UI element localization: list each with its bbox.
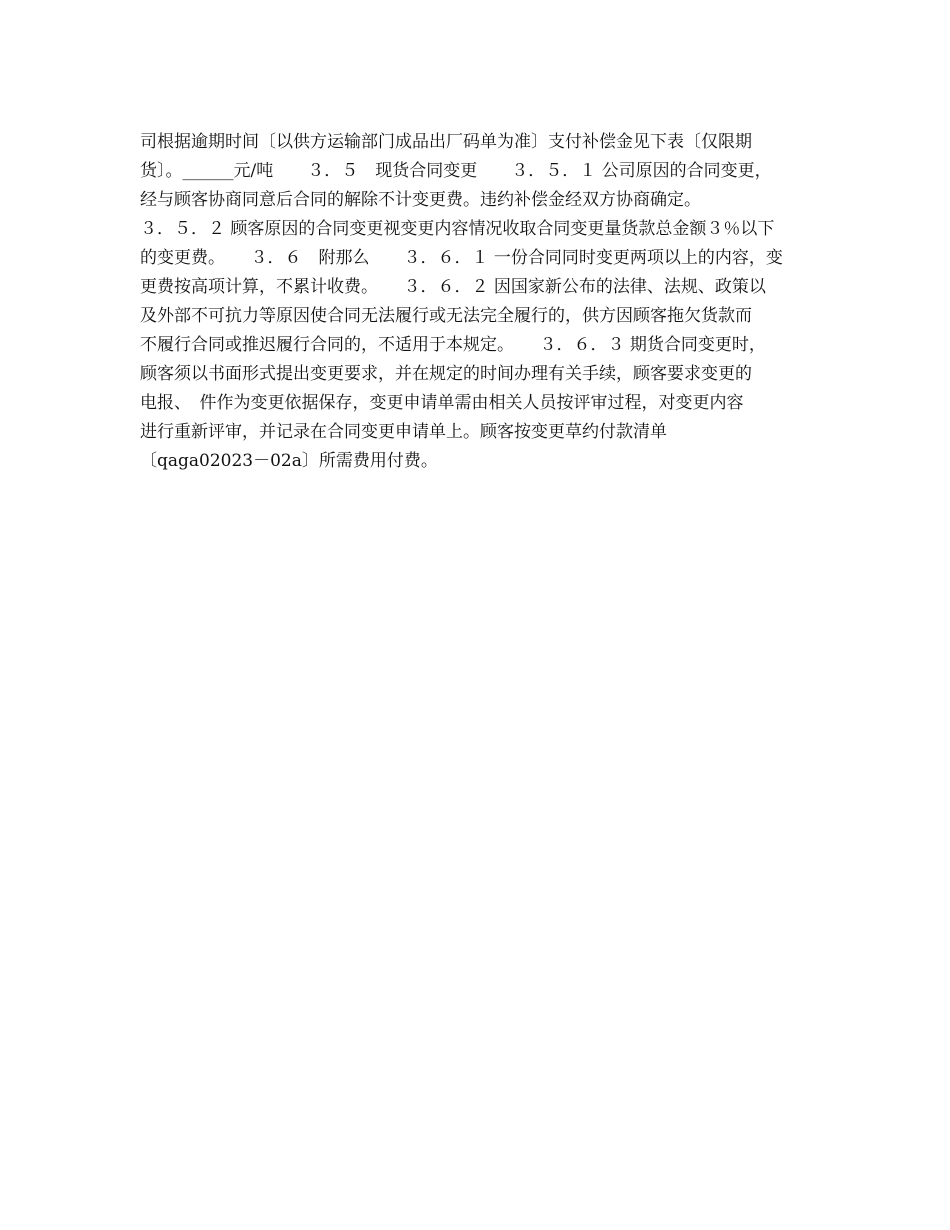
body-text (140, 128, 820, 476)
text-line: 进行重新评审，并记录在合同变更申请单上。顾客按变更草约付款清单 (140, 422, 667, 442)
text-line: 〔qaga02023－02a〕所需费用付费。 (140, 451, 438, 471)
text-line: 电报、 件作为变更依据保存，变更申请单需由相关人员按评审过程，对变更内容 (140, 393, 744, 413)
text-line: 顾客须以书面形式提出变更要求，并在规定的时间办理有关手续，顾客要求变更的 (140, 364, 752, 384)
text-line: 不履行合同或推迟履行合同的，不适用于本规定。 ３．６．３ 期货合同变更时， (140, 335, 766, 355)
text-line: 司根据逾期时间〔以供方运输部门成品出厂码单为准〕支付补偿金见下表〔仅限期 (140, 132, 752, 152)
text-line: 更费按高项计算，不累计收费。 ３．６．２ 因国家新公布的法律、法规、政策以 (140, 277, 766, 297)
text-line: 货〕。______元/吨 ３．５ 现货合同变更 ３．５．１ 公司原因的合同变更， (140, 161, 772, 181)
text-line: 的变更费。 ３．６ 附那么 ３．６．１ 一份合同同时变更两项以上的内容，变 (140, 248, 783, 268)
text-line: 及外部不可抗力等原因使合同无法履行或无法完全履行的，供方因顾客拖欠货款而 (140, 306, 752, 326)
text-line: ３．５．２ 顾客原因的合同变更视变更内容情况收取合同变更量货款总金额３％以下 (140, 219, 775, 239)
text-line: 经与顾客协商同意后合同的解除不计变更费。违约补偿金经双方协商确定。 (140, 190, 701, 210)
